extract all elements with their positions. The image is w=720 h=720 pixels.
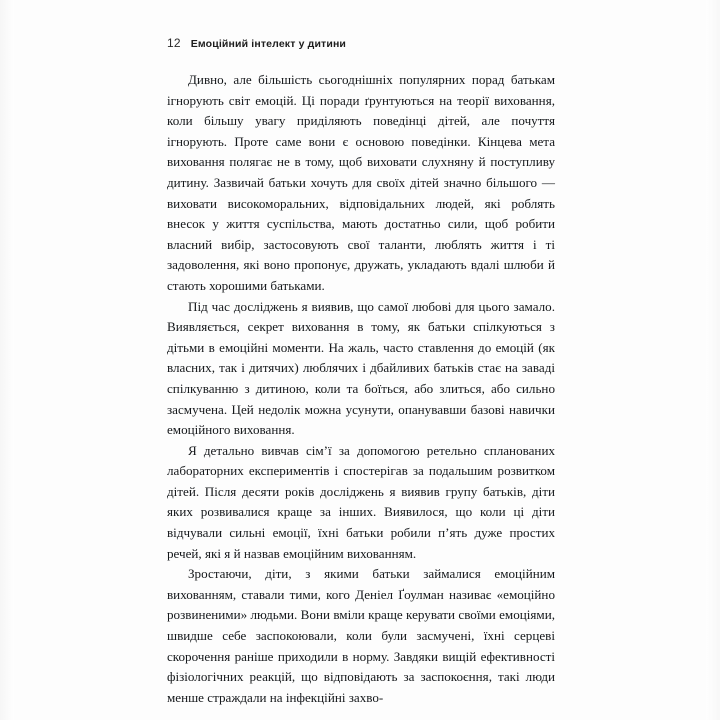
page-edge-right-shadow xyxy=(706,0,720,720)
body-paragraph: Під час досліджень я виявив, що самої любові для цього замало. Виявляється, секрет виховання в тому, як батьки спілкуються з дітьми в емоційні моменти. На жаль, часто ставлення до емоцій (як власних, так і дитячих) люблячих і дбайливих батьків стає на заваді спілкуванню з дитиною, коли та боїться, або злиться, або сильно засмучена. Цей недолік можна усунути, опанувавши базові навички емоційного виховання. xyxy=(167,298,555,438)
page-header xyxy=(167,36,346,50)
page-edge-left-shadow xyxy=(0,0,14,720)
running-title: Емоційний інтелект у дитини xyxy=(190,38,347,50)
body-text-column xyxy=(167,70,555,708)
page-number: 12 xyxy=(167,36,181,50)
body-paragraph: Я детально вивчав сім’ї за допомогою ретельно спланованих лабораторних експериментів і спостерігав за подальшим розвитком дітей. Після десяти років досліджень я виявив групу батьків, діти яких розвивалися краще за інших. Виявилося, що коли ці діти відчували сильні емоції, їхні батьки робили п’ять дуже простих речей, які я й назвав емоційним вихованням. xyxy=(167,442,555,561)
body-paragraph: Дивно, але більшість сьогоднішніх популярних порад батькам ігнорують світ емоцій. Ці поради ґрунтуються на теорії виховання, коли більшу увагу приділяють поведінці дітей, але почуття ігнорують. Проте саме вони є основою поведінки. Кінцева мета виховання полягає не в тому, щоб виховати слухняну й поступливу дитину. Зазвичай батьки хочуть для своїх дітей значно більшого — виховати високоморальних, відповідальних людей, які роблять внесок у життя суспільства, мають достатньо сили, щоб робити власний вибір, застосовують свої таланти, люблять життя і ті задоволення, які воно пропонує, дружать, укладають вдалі шлюби й стають хорошими батьками. xyxy=(167,72,555,293)
body-paragraph: Зростаючи, діти, з якими батьки займалися емоційним вихованням, ставали тими, кого Деніел Ґоулман називає «емоційно розвиненими» людьми. Вони вміли краще керувати своїми емоціями, швидше себе заспокоювали, коли були засмучені, їхні серцеві скорочення раніше приходили в норму. Завдяки вищій ефективності фізіологічних реакцій, що відповідають за заспокоєння, такі люди менше страждали на інфекційні захво- xyxy=(167,566,555,705)
